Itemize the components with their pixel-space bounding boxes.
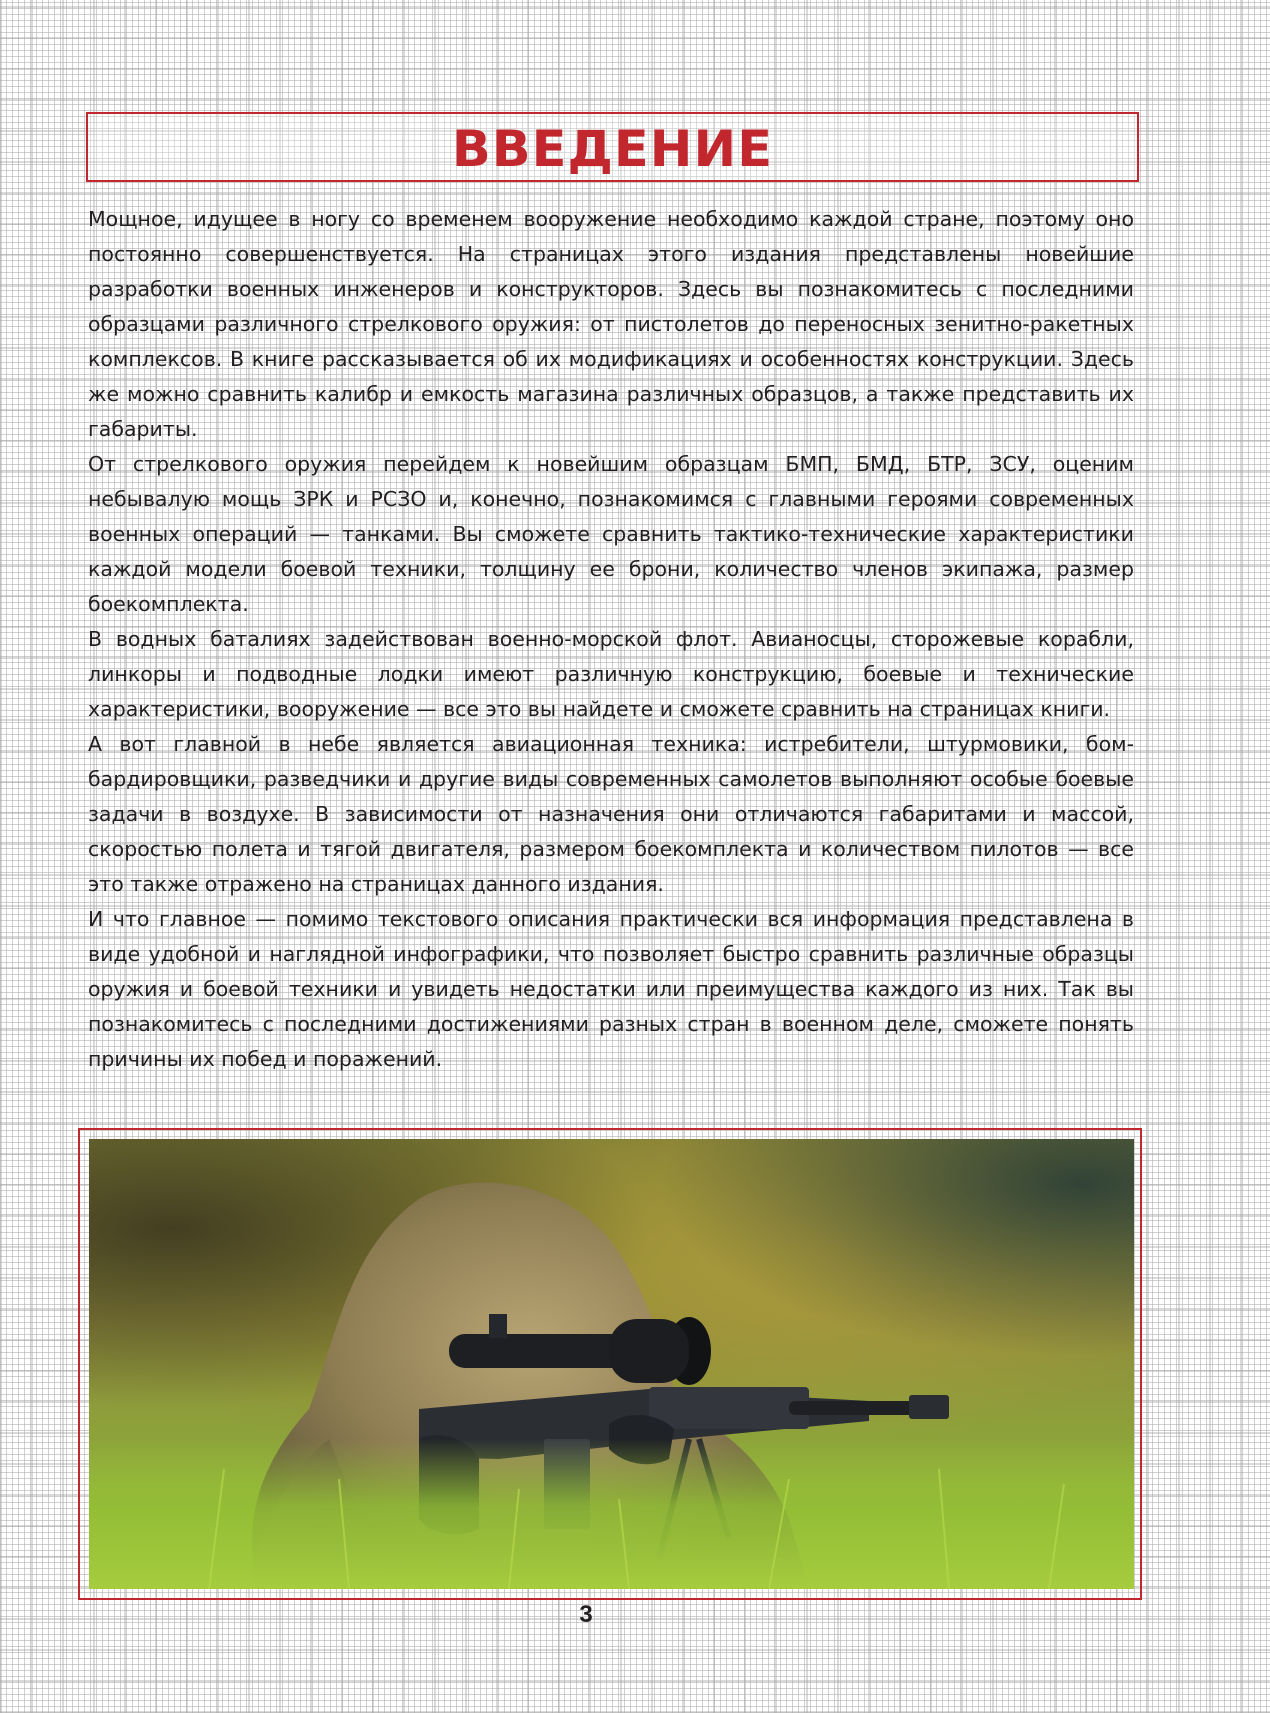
paragraph: Мощное, идущее в ногу со временем вооружение необходимо каждой стране, поэтому оно постоянно совершенствуется. На страницах этого издания представлены новейшие разработки военных инженеров и конструкторов. Здесь вы познакомитесь с последними образцами различного стрелкового оружия: от пистолетов до переносных зенитно-ракетных комплексов. В книге рассказывается об их модификациях и особенностях конструкции. Здесь же можно сравнить калибр и емкость магазина различных образцов, а также представить их габариты.: [88, 207, 1134, 441]
title-box: [86, 112, 1139, 182]
paragraph: В водных баталиях задействован военно-морской флот. Авианосцы, сторожевые корабли, линкоры и подводные лодки имеют различную конструкцию, боевые и технические характеристики, вооружение — все это вы найдете и сможете сравнить на страницах книги.: [88, 627, 1134, 721]
photo-frame: [78, 1128, 1142, 1600]
paragraph: И что главное — помимо текстового описания практически вся информация представлена в виде удобной и наглядной инфографики, что позволяет быстро сравнить различные образцы оружия и боевой техники и увидеть недостатки или преимущества каждого из них. Так вы познакомитесь с последними достижениями разных стран в военном деле, сможете понять причины их побед и поражений.: [88, 907, 1134, 1071]
paragraph: От стрелкового оружия перейдем к новейшим образцам БМП, БМД, БТР, ЗСУ, оценим небывалую мощь ЗРК и РСЗО и, конечно, познакомимся с главными героями современных военных операций — танками. Вы сможете сравнить тактико-технические характеристики каждой модели боевой техники, толщину ее брони, количество членов экипажа, размер боекомплекта.: [88, 452, 1134, 616]
page-number: 3: [579, 1601, 593, 1628]
sniper-illustration: [89, 1139, 1134, 1589]
paragraph: А вот главной в небе является авиационная техника: истребители, штурмовики, бомбардировщики, разведчики и другие виды современных самолетов выполняют особые боевые задачи в воздухе. В зависимости от назначения они отличаются габаритами и массой, скоростью полета и тягой двигателя, размером боекомплекта и количеством пилотов — все это также отражено на страницах данного издания.: [88, 732, 1134, 896]
page-title: ВВЕДЕНИЕ: [451, 120, 774, 178]
intro-text: [88, 202, 1134, 1077]
sniper-photo: [89, 1139, 1134, 1589]
